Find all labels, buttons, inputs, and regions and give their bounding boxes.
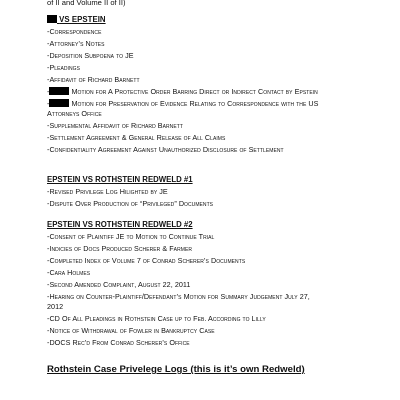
list-item: -Correspondence xyxy=(47,27,102,36)
section1-heading-text: VS EPSTEIN xyxy=(59,15,106,24)
section1-heading xyxy=(47,15,106,24)
list-item-continuation: 2012 xyxy=(47,302,64,311)
section3-heading: EPSTEIN VS ROTHSTEIN REDWELD #2 xyxy=(47,220,193,229)
list-item: -Cara Holmes xyxy=(47,268,91,277)
list-item: -Affidavit of Richard Barnett xyxy=(47,75,140,84)
list-item: -DOCS Rec’d From Conrad Scherer’s Office xyxy=(47,338,190,347)
list-item-text: Motion for Preservation of Evidence Relating to Correspondence with the US xyxy=(71,99,319,108)
list-item: -Hearing on Counter-Plaintiff/Defendant’s Motion for Summary Judgement July 27, xyxy=(47,292,310,301)
list-item: -Notice of Withdrawal of Fowler in Bankruptcy Case xyxy=(47,326,215,335)
list-item: -Consent of Plaintiff JE to Motion to Continue Trial xyxy=(47,232,215,241)
redaction-block xyxy=(49,99,69,107)
redaction-block xyxy=(49,87,69,95)
list-item-redacted: - Motion for A Protective Order Barring Direct or Indirect Contact by Epstein xyxy=(47,87,318,96)
list-item-continuation: Attorneys Office xyxy=(47,109,102,118)
list-item: -Second Amended Complaint, August 22, 2011 xyxy=(47,280,191,289)
list-item-redacted: - Motion for Preservation of Evidence Relating to Correspondence with the US xyxy=(47,99,319,108)
list-item: -Indicies of Docs Produced Scherer & Farmer xyxy=(47,244,192,253)
list-item: -Pleadings xyxy=(47,63,80,72)
section2-heading: EPSTEIN VS ROTHSTEIN REDWELD #1 xyxy=(47,175,193,184)
list-item: -Confidentiality Agreement Against Unauthorized Disclosure of Settlement xyxy=(47,145,284,154)
final-heading: Rothstein Case Privelege Logs (this is it’s own Redweld) xyxy=(47,364,305,375)
list-item: -Dispute Over Production of “Privileged” Documents xyxy=(47,199,214,208)
list-item-text: Motion for A Protective Order Barring Direct or Indirect Contact by Epstein xyxy=(71,87,318,96)
list-item: -Attorney’s Notes xyxy=(47,39,105,48)
list-item: -Revised Privilege Log Hilighted by JE xyxy=(47,187,168,196)
list-item: -CD Of All Pleadings in Rothstein Case up to Feb. According to Lilly xyxy=(47,314,266,323)
redaction-block xyxy=(47,15,57,23)
list-item: -Settlement Agreement & General Release of All Claims xyxy=(47,133,226,142)
header-fragment: of II and Volume II of II) xyxy=(47,0,126,7)
list-item: -Deposition Subpoena to JE xyxy=(47,51,134,60)
list-item: -Supplemental Affidavit of Richard Barnett xyxy=(47,121,183,130)
list-item: -Completed Index of Volume 7 of Conrad Scherer’s Documents xyxy=(47,256,246,265)
